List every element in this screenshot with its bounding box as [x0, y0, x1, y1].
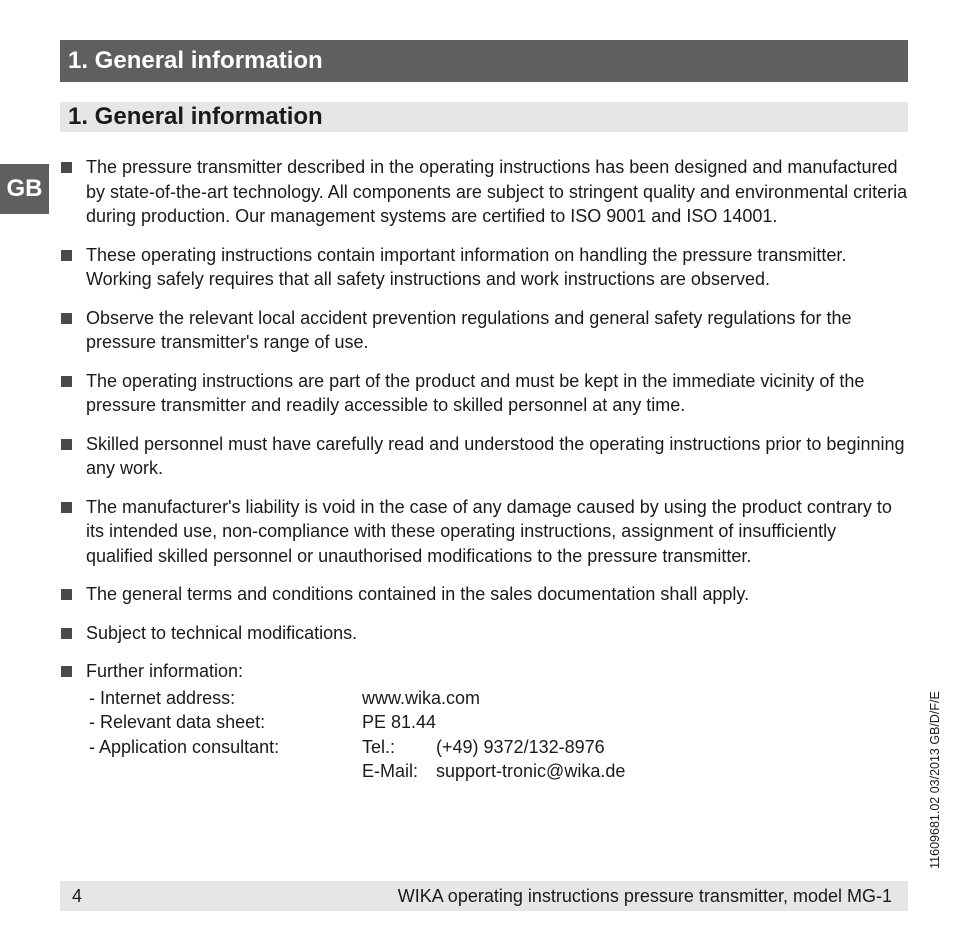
- info-row-consultant: [86, 735, 908, 760]
- square-bullet-icon: [61, 628, 72, 639]
- datasheet-label: - Relevant data sheet:: [89, 712, 266, 732]
- email-link[interactable]: support-tronic@wika.de: [436, 761, 626, 781]
- square-bullet-icon: [61, 376, 72, 387]
- list-item-text: The general terms and conditions contained in the sales documentation shall apply.: [86, 584, 750, 604]
- consultant-label: - Application consultant:: [89, 736, 280, 757]
- contact-info-table: [86, 686, 908, 784]
- square-bullet-icon: [61, 313, 72, 324]
- square-bullet-icon: [61, 162, 72, 173]
- list-item-text: These operating instructions contain important information on handling the pressure transmitter. Working safely requires that all safety instructions and work instructions are observed.: [86, 244, 847, 289]
- chapter-title: 1. General information: [68, 47, 323, 74]
- info-row-email: [86, 759, 908, 784]
- list-item: [60, 582, 908, 607]
- bullet-list: [60, 155, 908, 798]
- section-title: 1. General information: [68, 103, 323, 130]
- document-code: 11609681.02 03/2013 GB/D/F/E: [928, 691, 942, 869]
- list-item: [60, 432, 908, 481]
- list-item: [60, 306, 908, 355]
- info-row-datasheet: [86, 710, 908, 735]
- list-item-text: The manufacturer's liability is void in the case of any damage caused by using the product contrary to its intended use, non-compliance with these operating instructions, assignment of insufficiently qualified skilled personnel or unauthorised modifications to the pressure transmitter.: [86, 496, 892, 566]
- list-item-text: Observe the relevant local accident prevention regulations and general safety regulations for the pressure transmitter's range of use.: [86, 307, 852, 352]
- square-bullet-icon: [61, 589, 72, 600]
- list-item-text: The pressure transmitter described in the operating instructions has been designed and manufactured by state-of-the-art technology. All components are subject to stringent quality and environmental criteria during production. Our management systems are certified to ISO 9001 and ISO 14001.: [86, 157, 908, 226]
- list-item-further-info: [60, 659, 908, 784]
- list-item: [60, 621, 908, 646]
- section-heading: [60, 102, 908, 132]
- list-item-text: The operating instructions are part of the product and must be kept in the immediate vicinity of the pressure transmitter and readily accessible to skilled personnel at any time.: [86, 370, 865, 415]
- tel-label: Tel.:: [362, 736, 396, 757]
- datasheet-value: PE 81.44: [362, 712, 437, 732]
- list-item: [60, 155, 908, 229]
- page-footer: [60, 881, 908, 911]
- internet-label: - Internet address:: [89, 687, 236, 708]
- list-item-text: Skilled personnel must have carefully read and understood the operating instructions prior to beginning any work.: [86, 433, 905, 478]
- list-item: [60, 243, 908, 292]
- language-tab: GB: [0, 164, 49, 214]
- website-link[interactable]: www.wika.com: [362, 687, 481, 708]
- square-bullet-icon: [61, 666, 72, 677]
- page-number: 4: [72, 886, 83, 906]
- info-row-internet: [86, 686, 908, 711]
- square-bullet-icon: [61, 439, 72, 450]
- square-bullet-icon: [61, 502, 72, 513]
- footer-title: WIKA operating instructions pressure transmitter, model MG-1: [397, 886, 892, 906]
- list-item-text: Further information:: [86, 661, 244, 681]
- list-item: [60, 495, 908, 569]
- email-label: E-Mail:: [362, 761, 419, 781]
- list-item-text: Subject to technical modifications.: [86, 622, 358, 643]
- chapter-header: [60, 40, 908, 82]
- list-item: [60, 369, 908, 418]
- square-bullet-icon: [61, 250, 72, 261]
- email-row-spacer: [86, 759, 362, 784]
- tel-value: (+49) 9372/132-8976: [436, 736, 605, 757]
